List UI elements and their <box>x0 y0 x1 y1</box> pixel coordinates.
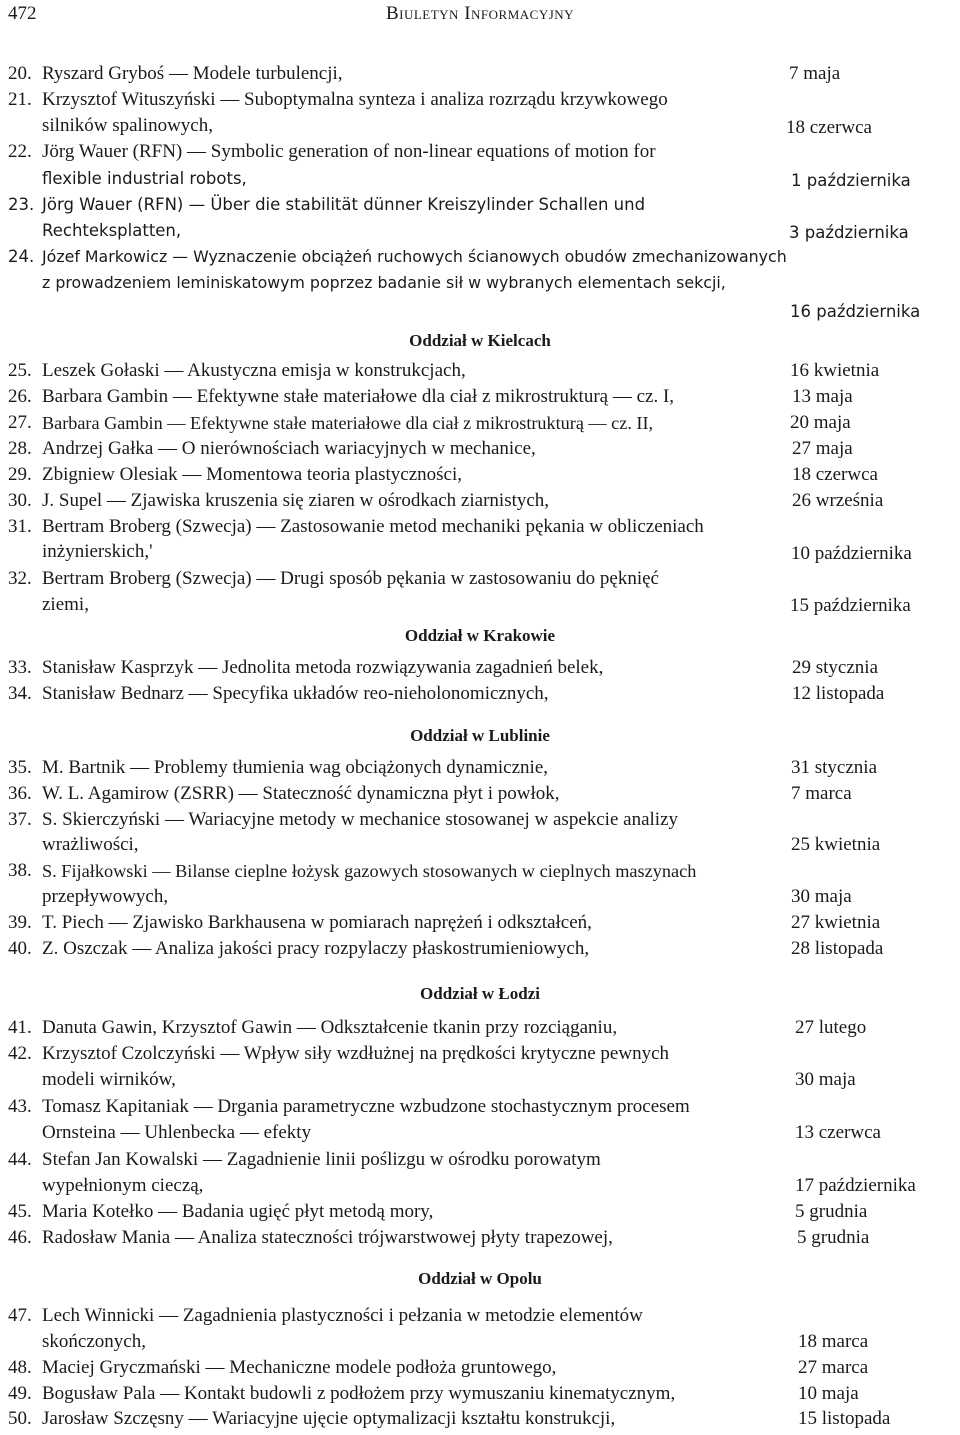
item-title: J. Supel — Zjawiska kruszenia się ziaren w ośrodkach ziarnistych, <box>42 490 550 511</box>
item-title-cont: ziemi, <box>42 594 89 615</box>
item-date: 7 maja <box>789 63 841 84</box>
item-title: Tomasz Kapitaniak — Drgania parametryczne wzbudzone stochastycznym procesem <box>42 1096 690 1117</box>
item-number: 41. <box>8 1017 32 1038</box>
item-date: 31 stycznia <box>791 757 878 778</box>
item-title-cont: skończonych, <box>42 1331 146 1352</box>
item-number: 45. <box>8 1201 32 1222</box>
item-title-cont: modeli wirników, <box>42 1069 176 1090</box>
item-title: Bertram Broberg (Szwecja) — Zastosowanie metod mechaniki pękania w obliczeniach <box>42 516 704 537</box>
item-number: 21. <box>8 89 32 110</box>
item-number: 44. <box>8 1149 32 1170</box>
item-number: 38. <box>8 860 32 881</box>
list-item <box>8 246 787 268</box>
item-title: Jörg Wauer (RFN) — Symbolic generation of non-linear equations of motion for <box>42 141 656 162</box>
item-title-cont: Ornsteina — Uhlenbecka — efekty <box>42 1122 312 1143</box>
item-number: 34. <box>8 683 32 704</box>
item-date: 15 października <box>790 595 911 616</box>
item-date: 5 grudnia <box>795 1201 868 1222</box>
item-title: Stanisław Bednarz — Specyfika układów reo-nieholonomicznych, <box>42 683 549 704</box>
item-title: Stefan Jan Kowalski — Zagadnienie linii poślizgu w ośrodku porowatym <box>42 1149 601 1170</box>
list-item <box>8 412 653 435</box>
section-heading-lublin: Oddział w Lublinie <box>410 726 550 745</box>
item-date: 25 kwietnia <box>791 834 881 855</box>
list-item <box>8 1043 669 1065</box>
item-title: Krzysztof Wituszyński — Suboptymalna synteza i analiza rozrządu krzywkowego <box>42 89 668 110</box>
item-number: 37. <box>8 809 32 830</box>
item-date: 27 kwietnia <box>791 912 881 933</box>
list-item <box>8 1408 615 1430</box>
list-item <box>8 683 549 705</box>
page-number: 472 <box>8 3 37 24</box>
list-item <box>8 657 603 679</box>
item-date: 3 października <box>789 223 909 242</box>
item-date: 12 listopada <box>792 683 885 704</box>
list-item <box>8 89 668 111</box>
item-title: Radosław Mania — Analiza stateczności trójwarstwowej płyty trapezowej, <box>42 1227 613 1248</box>
item-title: Jörg Wauer (RFN) — Über die stabilität dünner Kreiszylinder Schallen und <box>42 195 646 214</box>
item-number: 47. <box>8 1305 32 1326</box>
section-heading-lodz: Oddział w Łodzi <box>420 984 540 1003</box>
item-date: 18 czerwca <box>792 464 878 485</box>
item-date: 16 kwietnia <box>790 360 880 381</box>
list-item <box>8 1357 556 1379</box>
item-date: 29 stycznia <box>792 657 879 678</box>
list-item <box>8 783 560 805</box>
item-title: S. Skierczyński — Wariacyjne metody w mechanice stosowanej w aspekcie analizy <box>42 809 678 830</box>
item-title-cont: flexible industrial robots, <box>42 169 247 188</box>
item-date: 13 maja <box>792 386 853 407</box>
item-title-cont: inżynierskich,' <box>42 541 153 562</box>
item-number: 25. <box>8 360 32 381</box>
item-date: 16 października <box>790 302 921 321</box>
item-number: 29. <box>8 464 32 485</box>
item-title-cont: wypełnionym cieczą, <box>42 1175 204 1196</box>
item-number: 30. <box>8 490 32 511</box>
item-date: 18 marca <box>798 1331 869 1352</box>
item-number: 39. <box>8 912 32 933</box>
list-item <box>8 516 704 538</box>
item-title-cont: przepływowych, <box>42 886 169 907</box>
item-title: T. Piech — Zjawisko Barkhausena w pomiarach naprężeń i odkształceń, <box>42 912 592 933</box>
item-number: 46. <box>8 1227 32 1248</box>
item-title: Barbara Gambin — Efektywne stałe materiałowe dla ciał z mikrostrukturą — cz. I, <box>42 386 675 407</box>
list-item <box>8 809 678 831</box>
item-number: 32. <box>8 568 32 589</box>
list-item <box>8 1227 613 1249</box>
item-title: Stanisław Kasprzyk — Jednolita metoda rozwiązywania zagadnień belek, <box>42 657 604 678</box>
item-number: 24. <box>8 247 35 266</box>
item-title: Ryszard Gryboś — Modele turbulencji, <box>42 63 343 84</box>
item-title-cont: z prowadzeniem leminiskatowym poprzez badanie sił w wybranych elementach sekcji, <box>42 273 726 292</box>
item-number: 35. <box>8 757 32 778</box>
item-title: Jarosław Szczęsny — Wariacyjne ujęcie optymalizacji kształtu konstrukcji, <box>42 1408 616 1429</box>
item-title: Bogusław Pala — Kontakt budowli z podłożem przy wymuszaniu kinematycznym, <box>42 1383 676 1404</box>
item-date: 27 marca <box>798 1357 869 1378</box>
item-title: Danuta Gawin, Krzysztof Gawin — Odkształcenie tkanin przy rozciąganiu, <box>42 1017 618 1038</box>
list-item <box>8 1201 433 1223</box>
item-title: S. Fijałkowski — Bilanse cieplne łożysk gazowych stosowanych w cieplnych maszynach <box>42 861 697 881</box>
item-number: 36. <box>8 783 32 804</box>
item-title: Zbigniew Olesiak — Momentowa teoria plastyczności, <box>42 464 463 485</box>
item-number: 48. <box>8 1357 32 1378</box>
item-date: 17 października <box>795 1175 916 1196</box>
list-item <box>8 757 548 779</box>
item-date: 7 marca <box>791 783 852 804</box>
item-number: 31. <box>8 516 32 537</box>
list-item <box>8 194 645 216</box>
list-item <box>8 360 466 382</box>
item-title: Maciej Gryczmański — Mechaniczne modele podłoża gruntowego, <box>42 1357 557 1378</box>
item-date: 1 października <box>791 171 911 190</box>
list-item <box>8 141 656 163</box>
item-number: 40. <box>8 938 32 959</box>
item-date: 30 maja <box>795 1069 856 1090</box>
item-number: 27. <box>8 412 32 433</box>
item-title: Z. Oszczak — Analiza jakości pracy rozpylaczy płaskostrumieniowych, <box>42 938 590 959</box>
section-heading-opole: Oddział w Opolu <box>418 1269 542 1288</box>
item-date: 5 grudnia <box>797 1227 870 1248</box>
item-number: 22. <box>8 141 32 162</box>
item-title: Barbara Gambin — Efektywne stałe materiałowe dla ciał z mikrostrukturą — cz. II, <box>42 413 654 433</box>
item-date: 18 czerwca <box>786 117 872 138</box>
item-date: 20 maja <box>790 412 851 433</box>
item-number: 23. <box>8 195 35 214</box>
item-date: 27 maja <box>792 438 853 459</box>
list-item <box>8 490 549 512</box>
list-item <box>8 1096 690 1118</box>
item-number: 33. <box>8 657 32 678</box>
list-item <box>8 464 462 486</box>
list-item <box>8 1149 601 1171</box>
item-date: 10 października <box>791 543 912 564</box>
item-number: 26. <box>8 386 32 407</box>
section-heading-kielce: Oddział w Kielcach <box>409 331 551 350</box>
item-number: 49. <box>8 1383 32 1404</box>
item-title-cont: silników spalinowych, <box>42 115 213 136</box>
item-number: 50. <box>8 1408 32 1429</box>
list-item <box>8 912 592 934</box>
item-title: Leszek Gołaski — Akustyczna emisja w konstrukcjach, <box>42 360 466 381</box>
item-title: Andrzej Gałka — O nierównościach wariacyjnych w mechanice, <box>42 438 536 459</box>
item-number: 43. <box>8 1096 32 1117</box>
item-number: 42. <box>8 1043 32 1064</box>
item-number: 20. <box>8 63 32 84</box>
item-date: 15 listopada <box>798 1408 891 1429</box>
item-number: 28. <box>8 438 32 459</box>
item-date: 26 września <box>792 490 884 511</box>
item-title: Krzysztof Czolczyński — Wpływ siły wzdłużnej na prędkości krytyczne pewnych <box>42 1043 669 1064</box>
list-item <box>8 386 674 408</box>
item-date: 13 czerwca <box>795 1122 881 1143</box>
list-item <box>8 1383 675 1405</box>
item-title: W. L. Agamirow (ZSRR) — Stateczność dynamiczna płyt i powłok, <box>42 783 560 804</box>
list-item <box>8 938 589 960</box>
list-item <box>8 1305 643 1327</box>
item-title: Maria Kotełko — Badania ugięć płyt metodą mory, <box>42 1201 434 1222</box>
list-item <box>8 63 343 85</box>
item-title-cont: Rechteksplatten, <box>42 221 182 240</box>
running-title: Biuletyn Informacyjny <box>385 3 575 24</box>
item-date: 30 maja <box>791 886 852 907</box>
item-title: Bertram Broberg (Szwecja) — Drugi sposób pękania w zastosowaniu do pęknięć <box>42 568 659 589</box>
list-item <box>8 438 536 460</box>
item-date: 27 lutego <box>795 1017 867 1038</box>
item-date: 10 maja <box>798 1383 859 1404</box>
item-title: M. Bartnik — Problemy tłumienia wag obciążonych dynamicznie, <box>42 757 549 778</box>
section-heading-krakow: Oddział w Krakowie <box>404 626 556 645</box>
item-title: Lech Winnicki — Zagadnienia plastyczności i pełzania w metodzie elementów <box>42 1305 643 1326</box>
item-title-cont: wrażliwości, <box>42 834 139 855</box>
item-date: 28 listopada <box>791 938 884 959</box>
list-item <box>8 568 659 590</box>
list-item <box>8 1017 617 1039</box>
list-item <box>8 860 696 883</box>
item-title: Józef Markowicz — Wyznaczenie obciążeń ruchowych ścianowych obudów zmechanizowanych <box>42 247 787 266</box>
